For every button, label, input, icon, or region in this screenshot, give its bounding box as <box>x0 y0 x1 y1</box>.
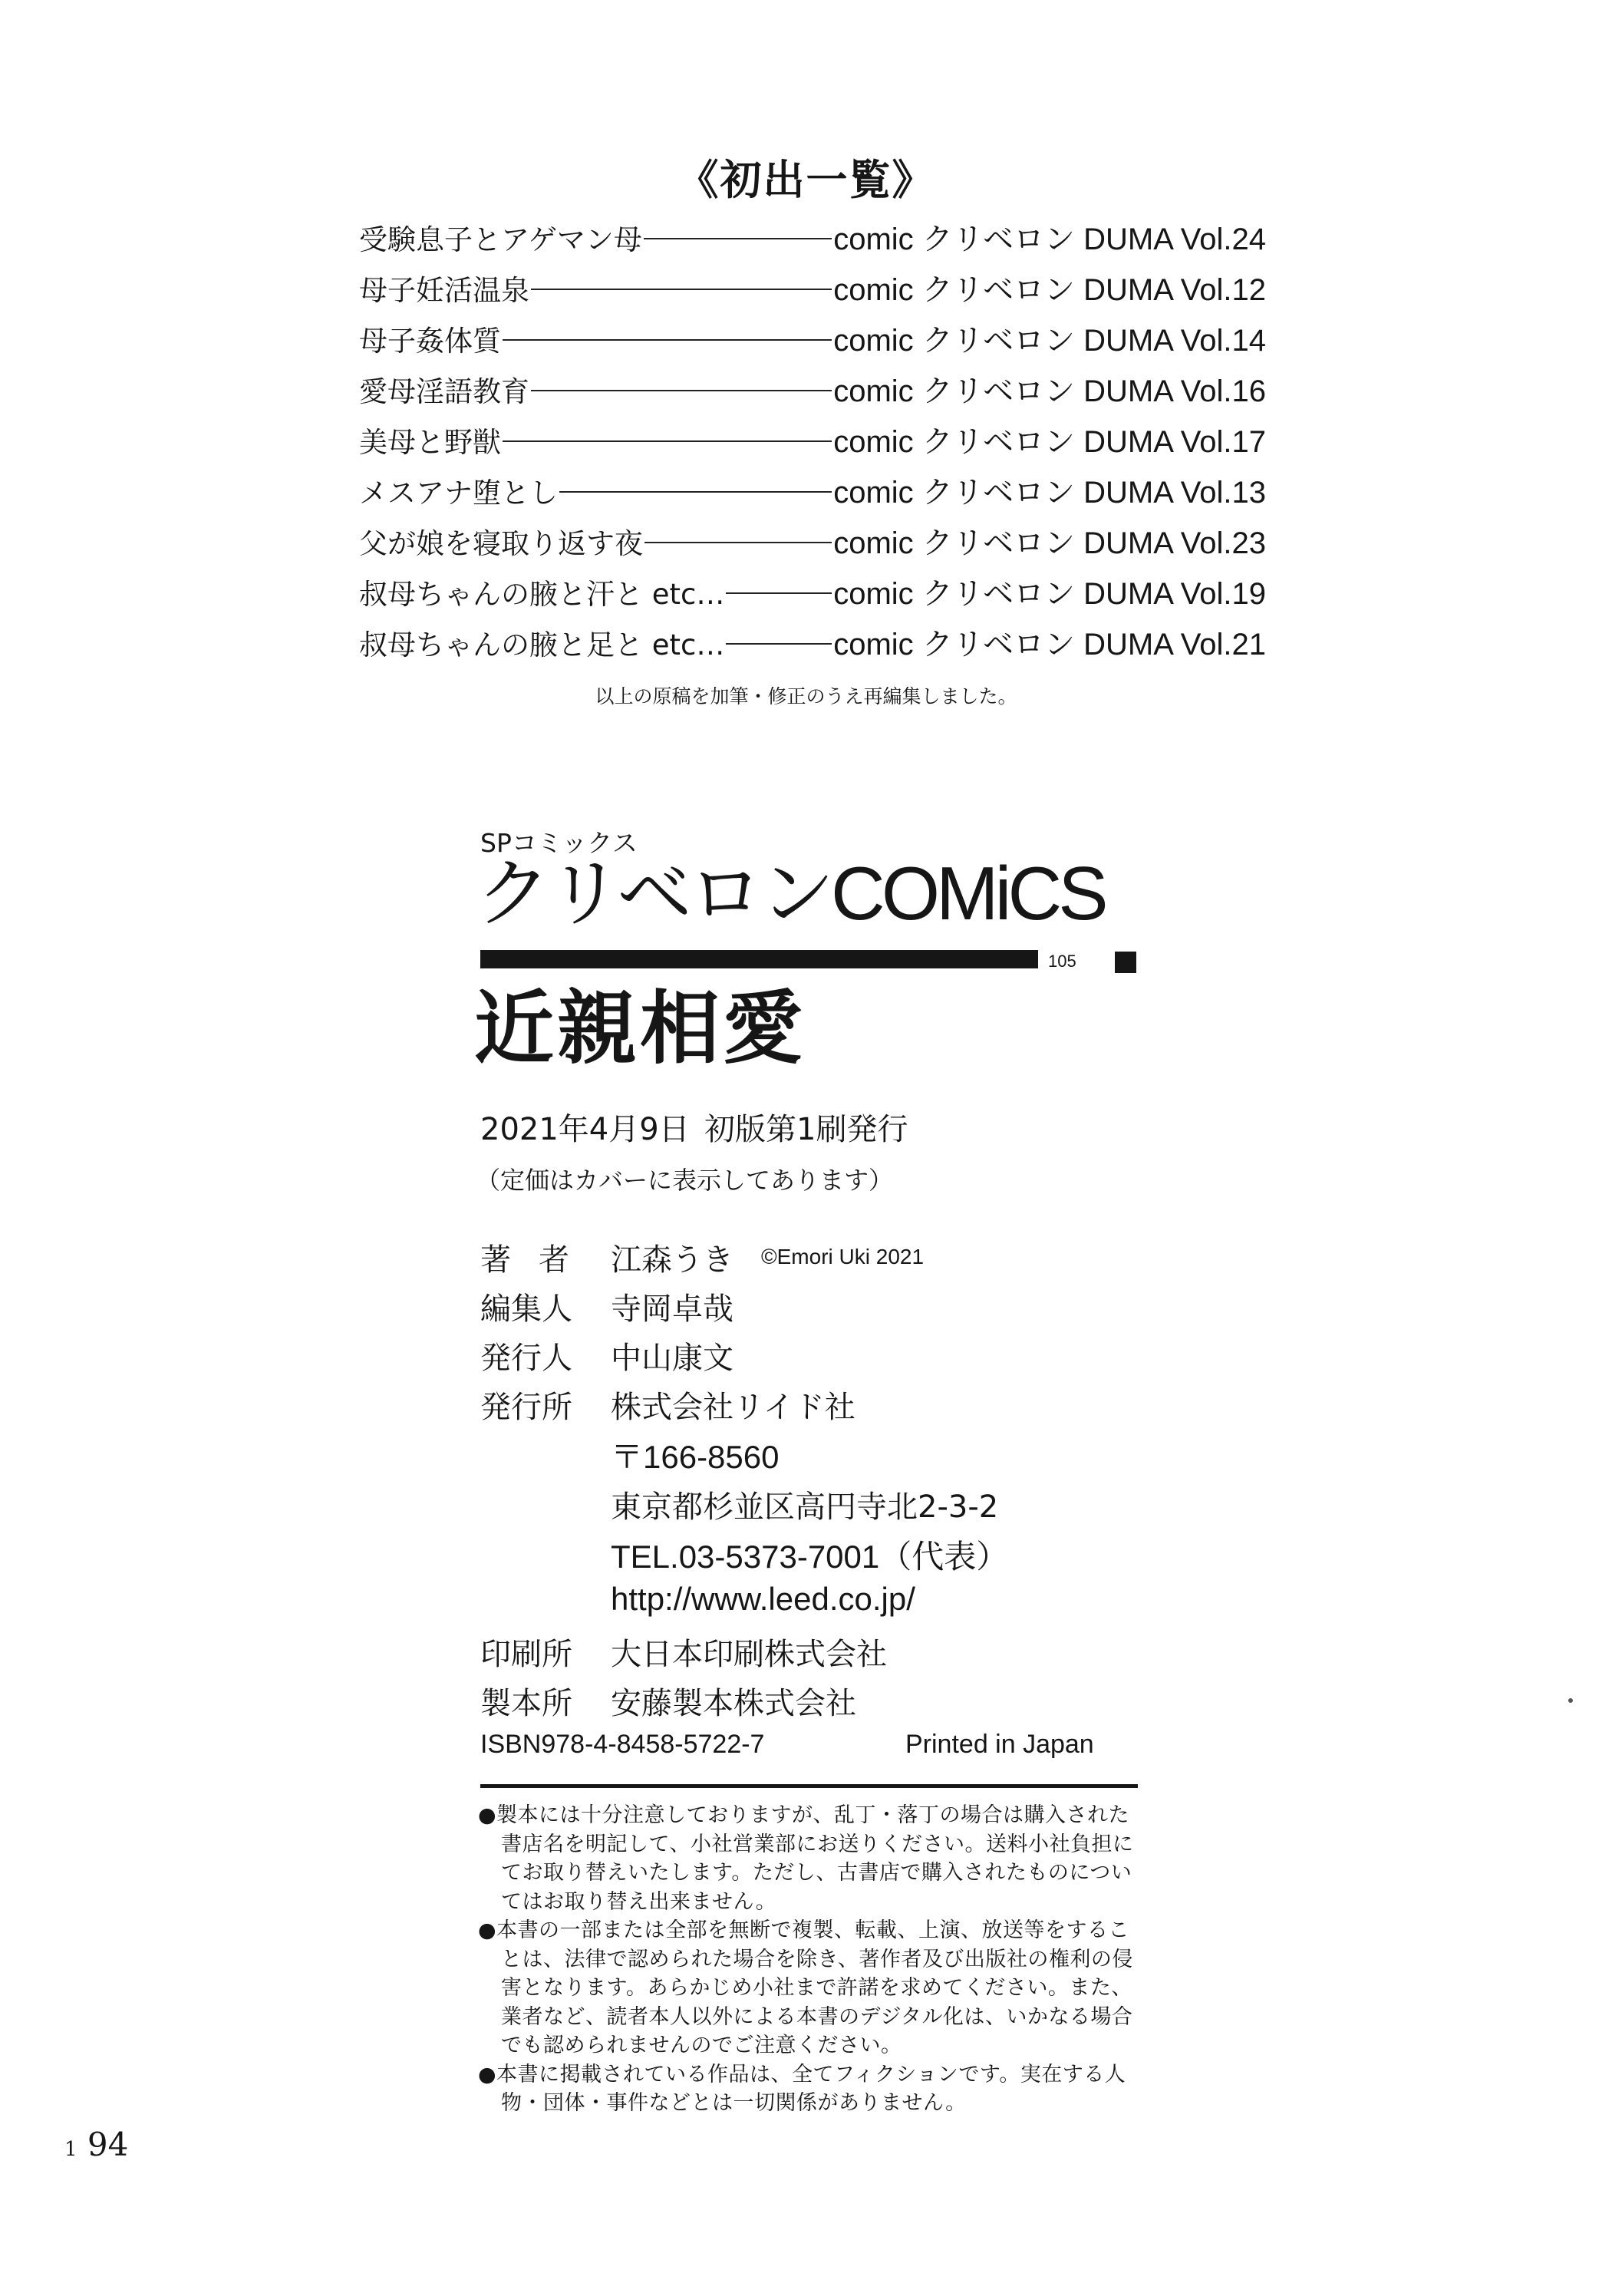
story-title: 父が娘を寝取り返す夜 <box>359 527 643 560</box>
story-title: 愛母淫語教育 <box>359 375 529 408</box>
notice-item: ●本書の一部または全部を無断で複製、転載、上演、放送等をすることは、法律で認められた場合を除き、著作者及び出版社の権利の侵害となります。あらかじめ小社まで許諾を求めてください。また、業者など、読者本人以外による本書のデジタル化は、いかなる場合でも認められませんのでご注意ください。 <box>478 1918 1133 2057</box>
notice-item: ●製本には十分注意しておりますが、乱丁・落丁の場合は購入された書店名を明記して、小社営業部にお送りください。送料小社負担にてお取り替えいたします。ただし、古書店で購入されたものについてはお取り替え出来ません。 <box>478 1803 1134 1914</box>
story-title: メスアナ堕とし <box>359 477 558 510</box>
story-source: comic クリベロン DUMA Vol.14 <box>833 324 1266 358</box>
author-name: 江森うき <box>611 1242 733 1278</box>
publisher-person-label: 発行人 <box>480 1341 572 1376</box>
story-source: comic クリベロン DUMA Vol.12 <box>833 273 1266 307</box>
printer-name: 大日本印刷株式会社 <box>611 1637 887 1672</box>
story-title: 叔母ちゃんの腋と足と etc… <box>359 628 725 661</box>
publisher-name: 株式会社リイド社 <box>611 1390 855 1425</box>
edition: 初版第1刷発行 <box>704 1112 908 1147</box>
list-item <box>359 468 1266 519</box>
story-source: comic クリベロン DUMA Vol.24 <box>833 223 1266 256</box>
binder-name: 安藤製本株式会社 <box>611 1686 856 1721</box>
list-item <box>359 519 1266 569</box>
copyright: ©Emori Uki 2021 <box>761 1245 925 1268</box>
notices <box>478 1801 1146 2118</box>
revision-note: 以上の原稿を加筆・修正のうえ再編集しました。 <box>595 685 1017 708</box>
binder-label: 製本所 <box>480 1686 572 1721</box>
leader-line <box>559 491 832 493</box>
publisher-person-name: 中山康文 <box>611 1341 733 1376</box>
isbn: ISBN978-4-8458-5722-7 <box>480 1730 765 1759</box>
price-note: （定価はカバーに表示してあります） <box>476 1166 894 1195</box>
series-label: SPコミックス <box>480 828 638 858</box>
square-icon <box>1115 952 1136 973</box>
story-source: comic クリベロン DUMA Vol.17 <box>833 425 1266 459</box>
publisher-label: 発行所 <box>480 1390 572 1425</box>
book-title: 近親相愛 <box>474 981 806 1075</box>
website-url: http://www.leed.co.jp/ <box>611 1581 915 1617</box>
telephone: TEL.03-5373-7001（代表） <box>611 1539 1009 1575</box>
page-number-value: 94 <box>87 2126 129 2163</box>
editor-name: 寺岡卓哉 <box>611 1292 733 1327</box>
story-title: 美母と野獣 <box>359 426 501 459</box>
story-source: comic クリベロン DUMA Vol.13 <box>833 476 1266 510</box>
story-source: comic クリベロン DUMA Vol.21 <box>833 628 1266 661</box>
page-number-prefix: 1 <box>64 2138 77 2161</box>
first-appearance-title: 《初出一覧》 <box>677 156 935 204</box>
dust-speck <box>1568 1698 1573 1703</box>
series-bar <box>480 950 1038 968</box>
list-item <box>359 266 1266 316</box>
story-title: 母子姦体質 <box>359 325 501 358</box>
first-appearance-list <box>359 215 1266 671</box>
leader-line <box>644 542 832 543</box>
printed-in: Printed in Japan <box>905 1730 1094 1759</box>
list-item <box>359 367 1266 417</box>
divider <box>480 1784 1138 1788</box>
printer-label: 印刷所 <box>480 1637 572 1672</box>
editor-label: 編集人 <box>480 1292 572 1327</box>
story-title: 叔母ちゃんの腋と汗と etc… <box>359 578 725 611</box>
leader-line <box>726 643 832 645</box>
series-logo: クリベロンCOMiCS <box>476 851 1105 935</box>
leader-line <box>726 592 832 594</box>
list-item <box>359 316 1266 367</box>
postal-code: 〒166-8560 <box>611 1439 780 1475</box>
list-item <box>359 215 1266 266</box>
leader-line <box>503 440 832 442</box>
list-item <box>359 417 1266 468</box>
notice-item: ●本書に掲載されている作品は、全てフィクションです。実在する人物・団体・事件などとは一切関係がありません。 <box>478 2062 1126 2115</box>
story-source: comic クリベロン DUMA Vol.19 <box>833 577 1266 611</box>
story-source: comic クリベロン DUMA Vol.16 <box>833 374 1266 408</box>
publication-date: 2021年4月9日 <box>480 1112 690 1147</box>
address: 東京都杉並区高円寺北2-3-2 <box>611 1489 999 1525</box>
story-source: comic クリベロン DUMA Vol.23 <box>833 526 1266 560</box>
page-number <box>64 2126 128 2163</box>
story-title: 受験息子とアゲマン母 <box>359 223 642 256</box>
leader-line <box>531 289 832 290</box>
leader-line <box>644 238 832 239</box>
list-item <box>359 569 1266 620</box>
leader-line <box>531 390 832 391</box>
list-item <box>359 620 1266 671</box>
leader-line <box>503 339 832 341</box>
series-number: 105 <box>1048 952 1076 971</box>
story-title: 母子妊活温泉 <box>359 274 529 307</box>
author-label: 著者 <box>480 1242 597 1278</box>
